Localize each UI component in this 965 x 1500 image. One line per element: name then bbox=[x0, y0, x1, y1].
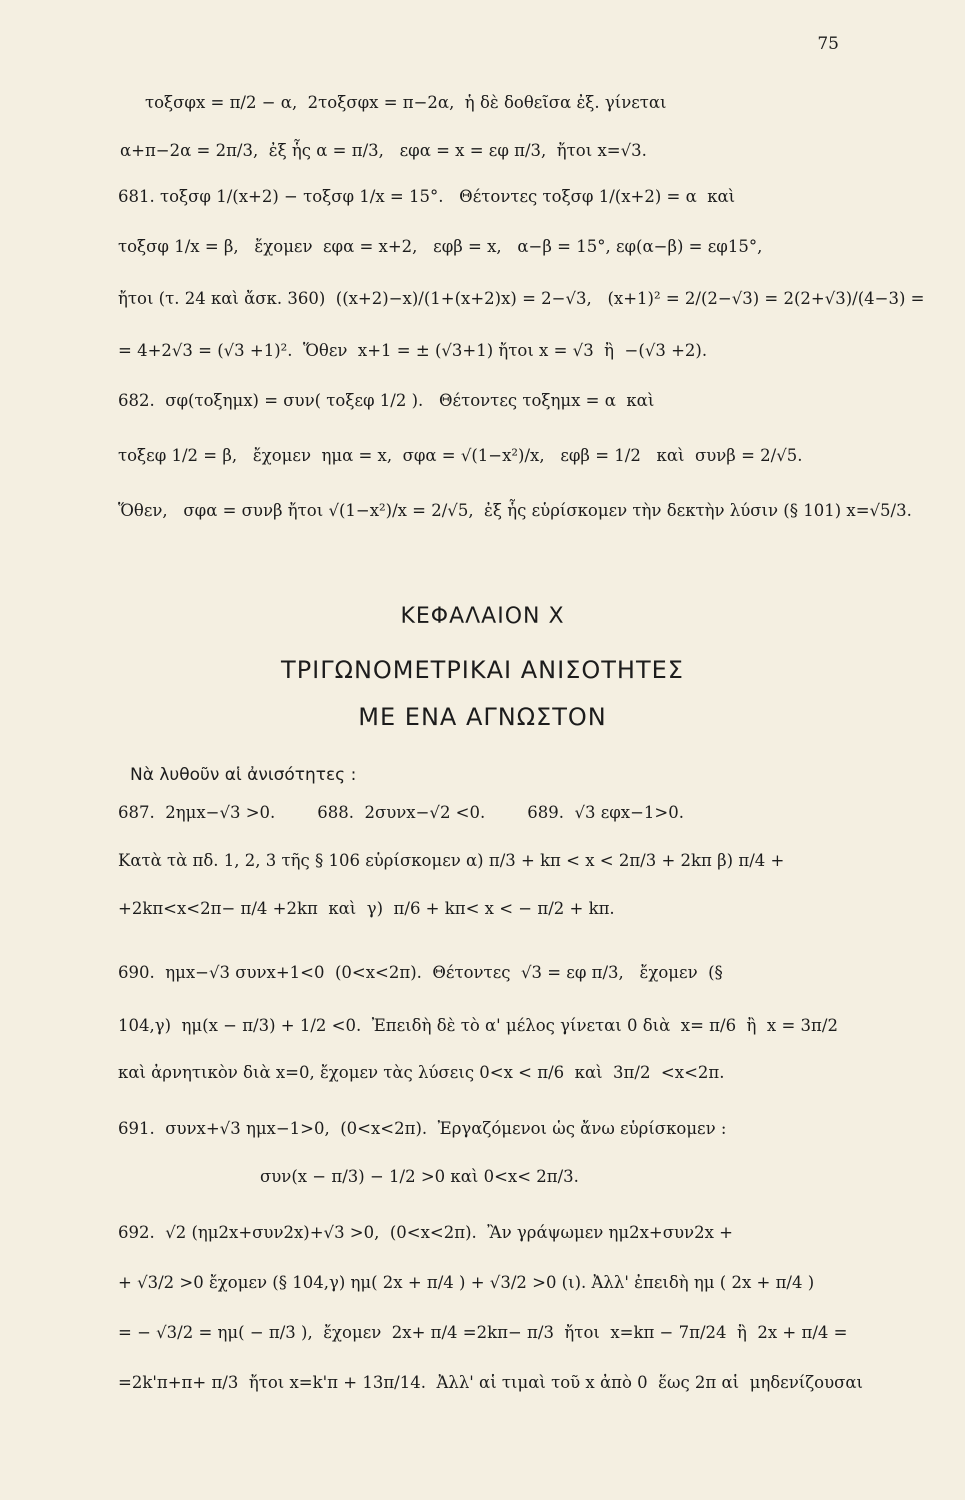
text-line: τοξσφx = π/2 − α, 2τοξσφx = π−2α, ἡ δὲ δοθεῖσα ἐξ. γίνεται bbox=[145, 93, 667, 112]
text-line: 104,γ) ημ(x − π/3) + 1/2 <0. Ἐπειδὴ δὲ τὸ α' μέλος γίνεται 0 διὰ x= π/6 ἢ x = 3π/2 bbox=[118, 1016, 838, 1035]
text-line: + √3/2 >0 ἔχομεν (§ 104,γ) ημ( 2x + π/4 ) + √3/2 >0 (ι). Ἀλλ' ἐπειδὴ ημ ( 2x + π/4 ) bbox=[118, 1273, 815, 1292]
text-line: 681. τοξσφ 1/(x+2) − τοξσφ 1/x = 15°. Θέτοντες τοξσφ 1/(x+2) = α καὶ bbox=[118, 187, 736, 206]
instruction: Νὰ λυθοῦν αἱ ἀνισότητες : bbox=[130, 765, 357, 785]
text-line: α+π−2α = 2π/3, ἐξ ἧς α = π/3, εφα = x = εφ π/3, ἤτοι x=√3. bbox=[120, 141, 647, 160]
text-line: συν(x − π/3) − 1/2 >0 καὶ 0<x< 2π/3. bbox=[260, 1167, 579, 1186]
text-line: Κατὰ τὰ πδ. 1, 2, 3 τῆς § 106 εὑρίσκομεν α) π/3 + kπ < x < 2π/3 + 2kπ β) π/4 + bbox=[118, 851, 785, 870]
text-line: +2kπ<x<2π− π/4 +2kπ καὶ γ) π/6 + kπ< x < − π/2 + kπ. bbox=[118, 899, 615, 918]
text-line: 691. συνx+√3 ημx−1>0, (0<x<2π). Ἐργαζόμενοι ὡς ἄνω εὑρίσκομεν : bbox=[118, 1119, 727, 1138]
text-line: τοξσφ 1/x = β, ἔχομεν εφα = x+2, εφβ = x, α−β = 15°, εφ(α−β) = εφ15°, bbox=[118, 237, 763, 256]
chapter-subtitle: ΜΕ ΕΝΑ ΑΓΝΩΣΤΟΝ bbox=[358, 703, 607, 731]
text-line: Ὅθεν, σφα = συνβ ἤτοι √(1−x²)/x = 2/√5, ἐξ ἧς εὑρίσκομεν τὴν δεκτὴν λύσιν (§ 101) x=√5/3. bbox=[118, 501, 912, 520]
text-line: =2k'π+π+ π/3 ἤτοι x=k'π + 13π/14. Ἀλλ' αἱ τιμαὶ τοῦ x ἀπὸ 0 ἕως 2π αἱ μηδενίζουσαι bbox=[118, 1373, 863, 1392]
chapter-title: ΤΡΙΓΩΝΟΜΕΤΡΙΚΑΙ ΑΝΙΣΟΤΗΤΕΣ bbox=[281, 656, 684, 684]
text-line: 692. √2 (ημ2x+συν2x)+√3 >0, (0<x<2π). Ἂν γράψωμεν ημ2x+συν2x + bbox=[118, 1223, 733, 1242]
text-line: 687. 2ημx−√3 >0. 688. 2συνx−√2 <0. 689. √3 εφx−1>0. bbox=[118, 803, 684, 822]
text-line: 690. ημx−√3 συνx+1<0 (0<x<2π). Θέτοντες √3 = εφ π/3, ἔχομεν (§ bbox=[118, 963, 723, 982]
text-line: = − √3/2 = ημ( − π/3 ), ἔχομεν 2x+ π/4 =2kπ− π/3 ἤτοι x=kπ − 7π/24 ἢ 2x + π/4 = bbox=[118, 1323, 848, 1342]
chapter-label: ΚΕΦΑΛΑΙΟΝ Χ bbox=[400, 604, 565, 629]
text-line: = 4+2√3 = (√3 +1)². Ὅθεν x+1 = ± (√3+1) ἤτοι x = √3 ἢ −(√3 +2). bbox=[118, 341, 708, 360]
text-line: τοξεφ 1/2 = β, ἔχομεν ημα = x, σφα = √(1−x²)/x, εφβ = 1/2 καὶ συνβ = 2/√5. bbox=[118, 446, 803, 465]
text-line: 682. σφ(τοξημx) = συν( τοξεφ 1/2 ). Θέτοντες τοξημx = α καὶ bbox=[118, 391, 655, 410]
text-line: καὶ ἀρνητικὸν διὰ x=0, ἔχομεν τὰς λύσεις 0<x < π/6 καὶ 3π/2 <x<2π. bbox=[118, 1063, 725, 1082]
page-number: 75 bbox=[817, 34, 839, 54]
text-line: ἤτοι (τ. 24 καὶ ἄσκ. 360) ((x+2)−x)/(1+(x+2)x) = 2−√3, (x+1)² = 2/(2−√3) = 2(2+√3)/(4−3) = bbox=[118, 289, 925, 308]
